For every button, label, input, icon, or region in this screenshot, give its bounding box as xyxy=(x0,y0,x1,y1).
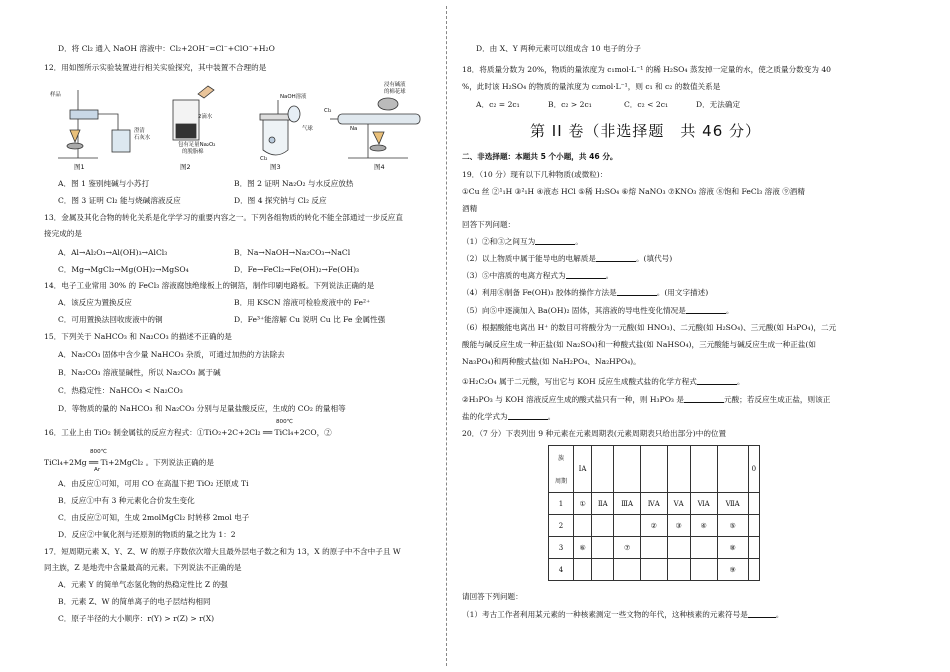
q17-stem-line2: 同主族，Z 是地壳中含量最高的元素。下列说法不正确的是 xyxy=(44,563,242,572)
fig1-label-sample: 样品 xyxy=(50,92,61,98)
q15-stem: 15．下列关于 NaHCO₃ 和 Na₂CO₃ 的描述不正确的是 xyxy=(44,332,232,341)
q19-stem: 19．（10 分）现有以下几种物质(或微粒)： xyxy=(462,170,608,179)
q19-sub6-ii-line1: ②H₃PO₃ 与 KOH 溶液反应生成的酸式盐只有一种，则 H₃PO₃ 是 元酸；若反应生成正盐，则该正 xyxy=(462,395,831,404)
q15-option-a: A．Na₂CO₃ 固体中含少量 NaHCO₃ 杂质，可通过加热的方法除去 xyxy=(58,350,285,359)
answer-blank[interactable] xyxy=(566,270,606,279)
fig3-label-balloon: 气球 xyxy=(302,126,313,132)
table-cell xyxy=(574,515,592,537)
table-row xyxy=(549,446,760,493)
q18-option-a: A．c₂ = 2c₁ xyxy=(476,100,520,109)
q16-option-a: A．由反应①可知，可用 CO 在高温下把 TiO₂ 还原成 Ti xyxy=(58,479,249,488)
q12-option-d: D．图 4 探究钠与 Cl₂ 反应 xyxy=(234,196,327,205)
table-cell xyxy=(574,559,592,581)
table-cell: 1 xyxy=(549,493,574,515)
fig1-label-lime2: 石灰水 xyxy=(134,135,151,141)
table-cell xyxy=(690,537,717,559)
q17-option-c: C．原子半径的大小顺序：r(Y) > r(Z) > r(X) xyxy=(58,614,215,623)
q18-option-b: B．c₂ > 2c₁ xyxy=(548,100,592,109)
header-cell xyxy=(717,446,748,493)
q14-option-b: B．用 KSCN 溶液可检验废液中的 Fe²⁺ xyxy=(234,298,371,307)
table-cell xyxy=(640,537,667,559)
q13-option-c: C．Mg→MgCl₂→Mg(OH)₂→MgSO₄ xyxy=(58,265,189,274)
table-cell: ⅢA xyxy=(614,493,640,515)
q19-sub6-i: ①H₂C₂O₄ 属于二元酸，写出它与 KOH 反应生成酸式盐的化学方程式 。 xyxy=(462,377,745,386)
header-cell: ⅠA xyxy=(574,446,592,493)
q19-prompt: 回答下列问题： xyxy=(462,220,516,229)
table-row xyxy=(549,537,760,559)
table-cell xyxy=(614,559,640,581)
answer-blank[interactable] xyxy=(697,376,737,385)
q13-option-b: B．Na→NaOH→Na₂CO₃→NaCl xyxy=(234,248,351,257)
table-cell: ⅤA xyxy=(667,493,690,515)
table-cell xyxy=(614,515,640,537)
table-cell xyxy=(667,537,690,559)
table-cell: ⅡA xyxy=(592,493,614,515)
table-cell xyxy=(667,559,690,581)
table-cell: 4 xyxy=(549,559,574,581)
q19-sub6-line3: Na₃PO₄)和两种酸式盐(如 NaH₂PO₄、Na₂HPO₄)。 xyxy=(462,357,641,366)
table-cell: ⑤ xyxy=(717,515,748,537)
table-cell: ③ xyxy=(667,515,690,537)
fig4-label-cotton: 浸有碱液 xyxy=(384,82,406,88)
periodic-table xyxy=(548,445,760,581)
q13-option-a: A．Al→Al₂O₃→Al(OH)₃→AlCl₃ xyxy=(58,248,168,257)
q20-sub1: （1）考古工作者利用某元素的一种核素测定一些文物的年代，这种核素的元素符号是 。 xyxy=(462,610,784,619)
header-cell xyxy=(592,446,614,493)
q13-stem-line1: 13．金属及其化合物的转化关系是化学学习的重要内容之一。下列各组物质的转化不能全部通过一步反应直 xyxy=(44,213,403,222)
table-row xyxy=(549,515,760,537)
fig3-apparatus xyxy=(260,100,300,155)
fig1-caption: 图1 xyxy=(74,163,85,171)
part2-title: 第 II 卷（非选择题 共 46 分） xyxy=(530,122,762,140)
fig4-label-na: Na xyxy=(350,126,358,132)
table-cell: ⅣA xyxy=(640,493,667,515)
q13-option-d: D．Fe→FeCl₂→Fe(OH)₂→Fe(OH)₃ xyxy=(234,265,360,274)
q20-prompt: 请回答下列问题： xyxy=(462,592,523,601)
q19-sub1: （1）②和③之间互为 。 xyxy=(462,237,583,246)
fig4-label-cotton2: 的棉花球 xyxy=(384,89,406,95)
table-cell: ⅥA xyxy=(690,493,717,515)
answer-blank[interactable] xyxy=(535,236,575,245)
q14-option-d: D．Fe³⁺能溶解 Cu 说明 Cu 比 Fe 金属性强 xyxy=(234,315,386,324)
q12-figures xyxy=(48,80,428,170)
q11-option-d: D．将 Cl₂ 通入 NaOH 溶液中：Cl₂+2OH⁻=Cl⁻+ClO⁻+H₂O xyxy=(58,44,275,53)
table-cell xyxy=(748,493,759,515)
q18-option-d: D．无法确定 xyxy=(696,100,741,109)
table-cell: 2 xyxy=(549,515,574,537)
q18-stem-line1: 18．将质量分数为 20%，物质的量浓度为 c₁mol·L⁻¹ 的稀 H₂SO₄ 蒸发掉一定量的水，使之质量分数变为 40 xyxy=(462,65,832,74)
q19-sub6-ii-line2: 盐的化学式为 。 xyxy=(462,412,556,421)
table-cell xyxy=(690,559,717,581)
q14-option-a: A．该反应为置换反应 xyxy=(58,298,132,307)
q12-stem: 12．用如图所示实验装置进行相关实验探究，其中装置不合理的是 xyxy=(44,63,267,72)
q19-sub4: （4）利用⑧制备 Fe(OH)₃ 胶体的操作方法是 。(用文字描述) xyxy=(462,288,709,297)
header-cell xyxy=(614,446,640,493)
answer-blank[interactable] xyxy=(686,305,726,314)
q14-option-c: C．可用置换法回收废液中的铜 xyxy=(58,315,163,324)
fig4-caption: 图4 xyxy=(374,163,385,171)
q12-option-b: B．图 2 证明 Na₂O₂ 与水反应放热 xyxy=(234,179,354,188)
corner-group-label: 族 xyxy=(557,455,564,462)
q16-option-c: C．由反应②可知，生成 2molMgCl₂ 时转移 2mol 电子 xyxy=(58,513,250,522)
table-cell: ② xyxy=(640,515,667,537)
table-cell: ④ xyxy=(690,515,717,537)
q19-sub5: （5）向⑤中逐滴加入 Ba(OH)₂ 固体，其溶液的导电性变化情况是 。 xyxy=(462,306,734,315)
q19-sub6-line1: （6）根据酸能电离出 H⁺ 的数目可将酸分为一元酸(如 HNO₃)、二元酸(如 H₂SO₄)、三元酸(如 H₃PO₄)，二元 xyxy=(462,323,837,332)
table-cell: ⑨ xyxy=(717,559,748,581)
answer-blank[interactable] xyxy=(748,609,776,618)
table-row xyxy=(549,493,760,515)
q13-stem-line2: 接完成的是 xyxy=(44,229,82,238)
q19-items-cont: 酒精 xyxy=(462,204,478,213)
fig2-caption: 图2 xyxy=(180,163,191,171)
table-cell xyxy=(592,537,614,559)
q18-stem-line2: %，此时该 H₂SO₄ 的物质的量浓度为 c₂mol·L⁻¹，则 c₁ 和 c₂ 的数值关系是 xyxy=(462,82,721,91)
fig3-label-naoh: NaOH溶液 xyxy=(280,94,307,100)
q12-option-c: C．图 3 证明 Cl₂ 能与烧碱溶液反应 xyxy=(58,196,181,205)
q19-items: ①Cu 丝 ②¹₁H ③²₁H ④液态 HCl ⑤稀 H₂SO₄ ⑥熔 NaNO₃ ⑦KNO₃ 溶液 ⑧饱和 FeCl₃ 溶液 ⑨酒精 xyxy=(462,187,805,196)
q12-apparatus-illustration xyxy=(48,80,428,170)
answer-blank[interactable] xyxy=(684,394,724,403)
q16-stem-line2: TiCl₄+2Mg ══ Ti+2MgCl₂ 。下列说法正确的是 xyxy=(44,458,214,467)
header-cell xyxy=(640,446,667,493)
q15-option-b: B．Na₂CO₃ 溶液显碱性，所以 Na₂CO₃ 属于碱 xyxy=(58,368,221,377)
q15-option-d: D．等物质的量的 NaHCO₃ 和 Na₂CO₃ 分别与足量盐酸反应，生成的 CO₂ 的量相等 xyxy=(58,404,346,413)
table-cell: ① xyxy=(574,493,592,515)
q20-stem: 20．（7 分）下表列出 9 种元素在元素周期表(元素周期表只给出部分)中的位置 xyxy=(462,429,727,438)
q16-option-b: B．反应①中有 3 种元素化合价发生变化 xyxy=(58,496,195,505)
fig4-label-cl2: Cl₂ xyxy=(324,108,332,114)
fig2-label-cotton2: 的脱脂棉 xyxy=(182,149,204,155)
fig3-label-cl2: Cl₂ xyxy=(260,156,268,162)
table-cell xyxy=(748,537,759,559)
header-cell xyxy=(690,446,717,493)
header-cell xyxy=(667,446,690,493)
q19-sub3: （3）⑤中溶质的电离方程式为 。 xyxy=(462,271,614,280)
section-heading: 二、非选择题：本题共 5 个小题，共 46 分。 xyxy=(462,152,618,161)
table-cell xyxy=(748,559,759,581)
q19-sub2: （2）以上物质中属于能导电的电解质是 。(填代号) xyxy=(462,254,673,263)
table-cell xyxy=(592,559,614,581)
q15-option-c: C．热稳定性：NaHCO₃ < Na₂CO₃ xyxy=(58,386,183,395)
answer-blank[interactable] xyxy=(617,287,657,296)
table-cell xyxy=(748,515,759,537)
table-cell: 3 xyxy=(549,537,574,559)
q17-stem-line1: 17．短周期元素 X、Y、Z、W 的原子序数依次增大且最外层电子数之和为 13，X 的原子中不含中子且 W xyxy=(44,547,401,556)
q19-sub6-line2: 酸能与碱反应生成一种正盐(如 Na₂SO₄)和一种酸式盐(如 NaHSO₄)，三元酸能与碱反应生成一种正盐(如 xyxy=(462,340,816,349)
q17-option-b: B．元素 Z、W 的简单离子的电子层结构相同 xyxy=(58,597,211,606)
table-cell xyxy=(640,559,667,581)
q17-option-a: A．元素 Y 的简单气态氢化物的热稳定性比 Z 的强 xyxy=(58,580,228,589)
q16-condition-2-top: 800℃ xyxy=(90,449,107,455)
column-divider xyxy=(446,6,447,666)
q14-stem: 14．电子工业常用 30% 的 FeCl₃ 溶液腐蚀绝缘板上的铜箔，制作印刷电路板。下列说法正确的是 xyxy=(44,281,375,290)
q16-condition-2-bottom: Ar xyxy=(94,467,101,473)
table-corner xyxy=(549,446,574,493)
corner-period-label: 周期 xyxy=(554,478,567,485)
table-cell: ⑧ xyxy=(717,537,748,559)
fig1-apparatus xyxy=(58,90,130,158)
table-row xyxy=(549,559,760,581)
q16-stem-line1: 16．工业上由 TiO₂ 制金属钛的反应方程式：①TiO₂+2C+2Cl₂ ══ TiCl₄+2CO，② xyxy=(44,428,332,437)
header-cell: 0 xyxy=(748,446,759,493)
table-cell: ⑦ xyxy=(614,537,640,559)
fig4-apparatus xyxy=(330,98,420,158)
answer-blank[interactable] xyxy=(508,411,548,420)
answer-blank[interactable] xyxy=(596,253,636,262)
fig1-label-lime: 澄清 xyxy=(134,128,145,134)
q16-condition-1: 800℃ xyxy=(276,419,293,425)
q16-option-d: D．反应②中氧化剂与还原剂的物质的量之比为 1：2 xyxy=(58,530,236,539)
fig2-label-water: 2滴水 xyxy=(198,114,213,120)
fig2-label-cotton: 包有足量Na₂O₂ xyxy=(178,142,216,148)
q17-option-d: D．由 X、Y 两种元素可以组成含 10 电子的分子 xyxy=(476,44,641,53)
q18-option-c: C．c₂ < 2c₁ xyxy=(624,100,669,109)
table-cell: ⑥ xyxy=(574,537,592,559)
table-cell xyxy=(592,515,614,537)
fig3-caption: 图3 xyxy=(270,163,281,171)
table-cell: ⅦA xyxy=(717,493,748,515)
q12-option-a: A．图 1 鉴别纯碱与小苏打 xyxy=(58,179,150,188)
